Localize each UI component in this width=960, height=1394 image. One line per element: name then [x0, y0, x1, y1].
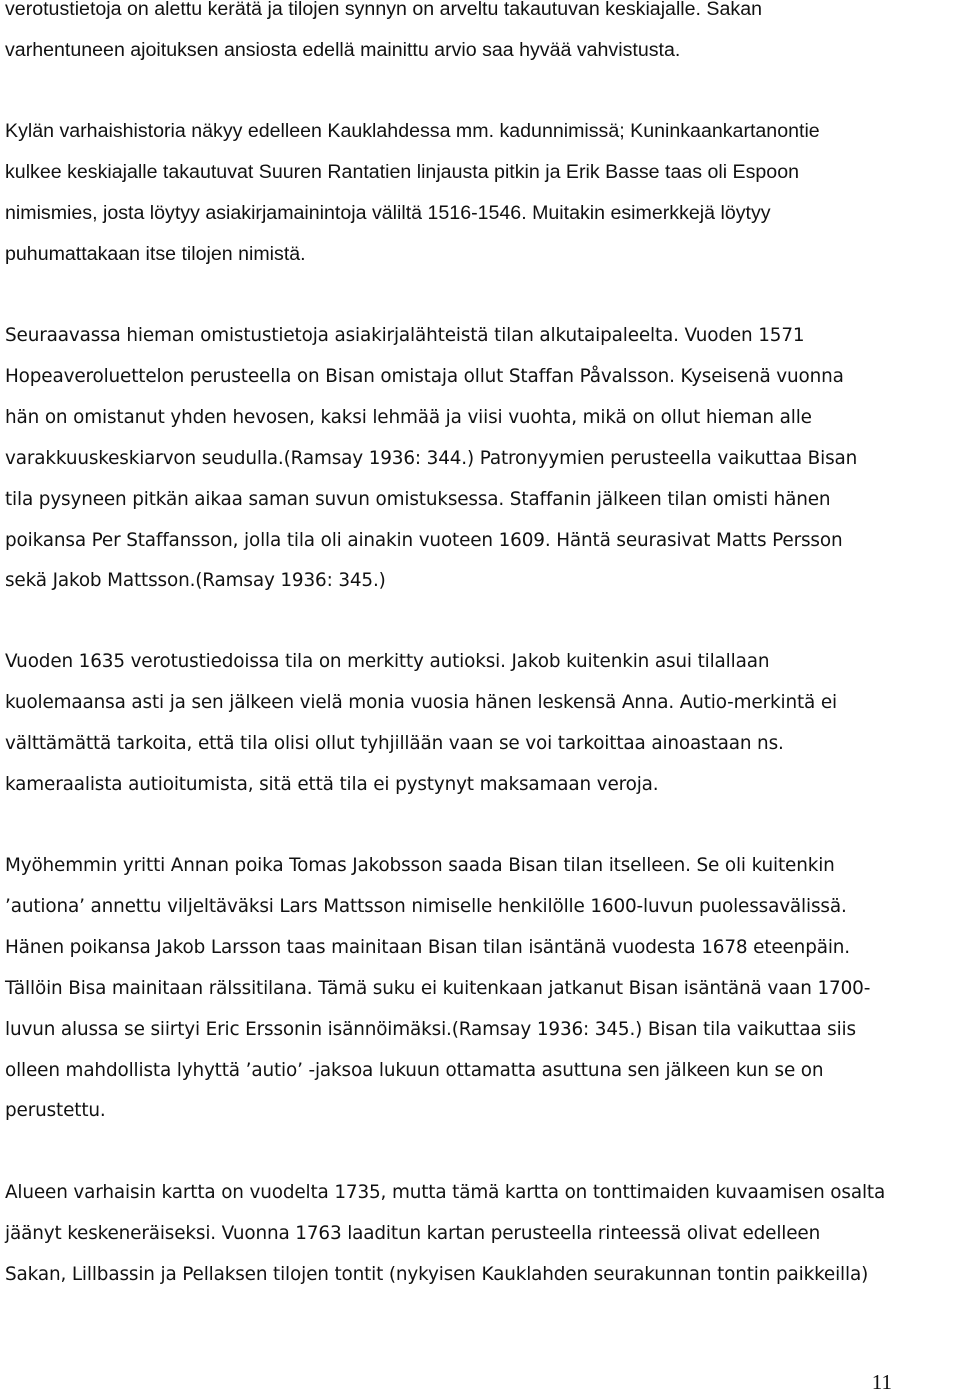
paragraph-5: Myöhemmin yritti Annan poika Tomas Jakobsson saada Bisan tilan itselleen. Se oli kuitenkin ’autiona’ annettu viljeltäväksi Lars Mattsson nimiselle henkilölle 1600-luvun puolessavälissä. Hänen poikansa Jakob Larsson taas mainitaan Bisan tilan isäntänä vuodesta 1678 eteenpäin. Tällöin Bisa mainitaan rälssitilana. Tämä suku ei kuitenkaan jatkanut Bisan isäntänä vaan 1700- luvun alussa se siirtyi Eric Erssonin isännöimäksi.(Ramsay 1936: 345.) Bisan tila vaikuttaa siis olleen mahdollista lyhyttä ’autio’ -jaksoa lukuun ottamatta asuttuna sen jälkeen kun se on perustettu.: [5, 855, 871, 1122]
paragraph-4: Vuoden 1635 verotustiedoissa tila on merkitty autioksi. Jakob kuitenkin asui tilallaan kuolemaansa asti ja sen jälkeen vielä monia vuosia hänen leskensä Anna. Autio-merkintä ei välttämättä tarkoita, että tila olisi ollut tyhjillään vaan se voi tarkoittaa ainoastaan ns. kameraalista autioitumista, sitä että tila ei pystynyt maksamaan veroja.: [5, 651, 837, 795]
paragraph-3: Seuraavassa hieman omistustietoja asiakirjalähteistä tilan alkutaipaleelta. Vuoden 1571 Hopeaveroluettelon perusteella on Bisan omistaja ollut Staffan Påvalsson. Kyseisenä vuonna hän on omistanut yhden hevosen, kaksi lehmää ja viisi vuohta, mikä on ollut hieman alle varakkuuskeskiarvon seudulla.(Ramsay 1936: 344.) Patronyymien perusteella vaikuttaa Bisan tila pysyneen pitkän aikaa saman suvun omistuksessa. Staffanin jälkeen tilan omisti hänen poikansa Per Staffansson, jolla tila oli ainakin vuoteen 1609. Häntä seurasivat Matts Persson sekä Jakob Mattsson.(Ramsay 1936: 345.): [5, 325, 858, 592]
page-number: 11: [871, 1370, 892, 1394]
paragraph-6: Alueen varhaisin kartta on vuodelta 1735, mutta tämä kartta on tonttimaiden kuvaamisen osalta jäänyt keskeneräiseksi. Vuonna 1763 laaditun kartan perusteella rinteessä olivat edelleen Sakan, Lillbassin ja Pellaksen tilojen tontit (nykyisen Kauklahden seurakunnan tontin paikkeilla): [5, 1182, 886, 1285]
paragraph-1: verotustietoja on alettu kerätä ja tilojen synnyn on arveltu takautuvan keskiajalle. Sakan varhentuneen ajoituksen ansiosta edellä mainittu arvio saa hyvää vahvistusta.: [5, 0, 762, 61]
paragraph-2: Kylän varhaishistoria näkyy edelleen Kauklahdessa mm. kadunnimissä; Kuninkaankartanontie kulkee keskiajalle takautuvat Suuren Rantatien linjausta pitkin ja Erik Basse taas oli Espoon nimismies, josta löytyy asiakirjamainintoja väliltä 1516-1546. Muitakin esimerkkejä löytyy puhumattakaan itse tilojen nimistä.: [5, 120, 820, 265]
